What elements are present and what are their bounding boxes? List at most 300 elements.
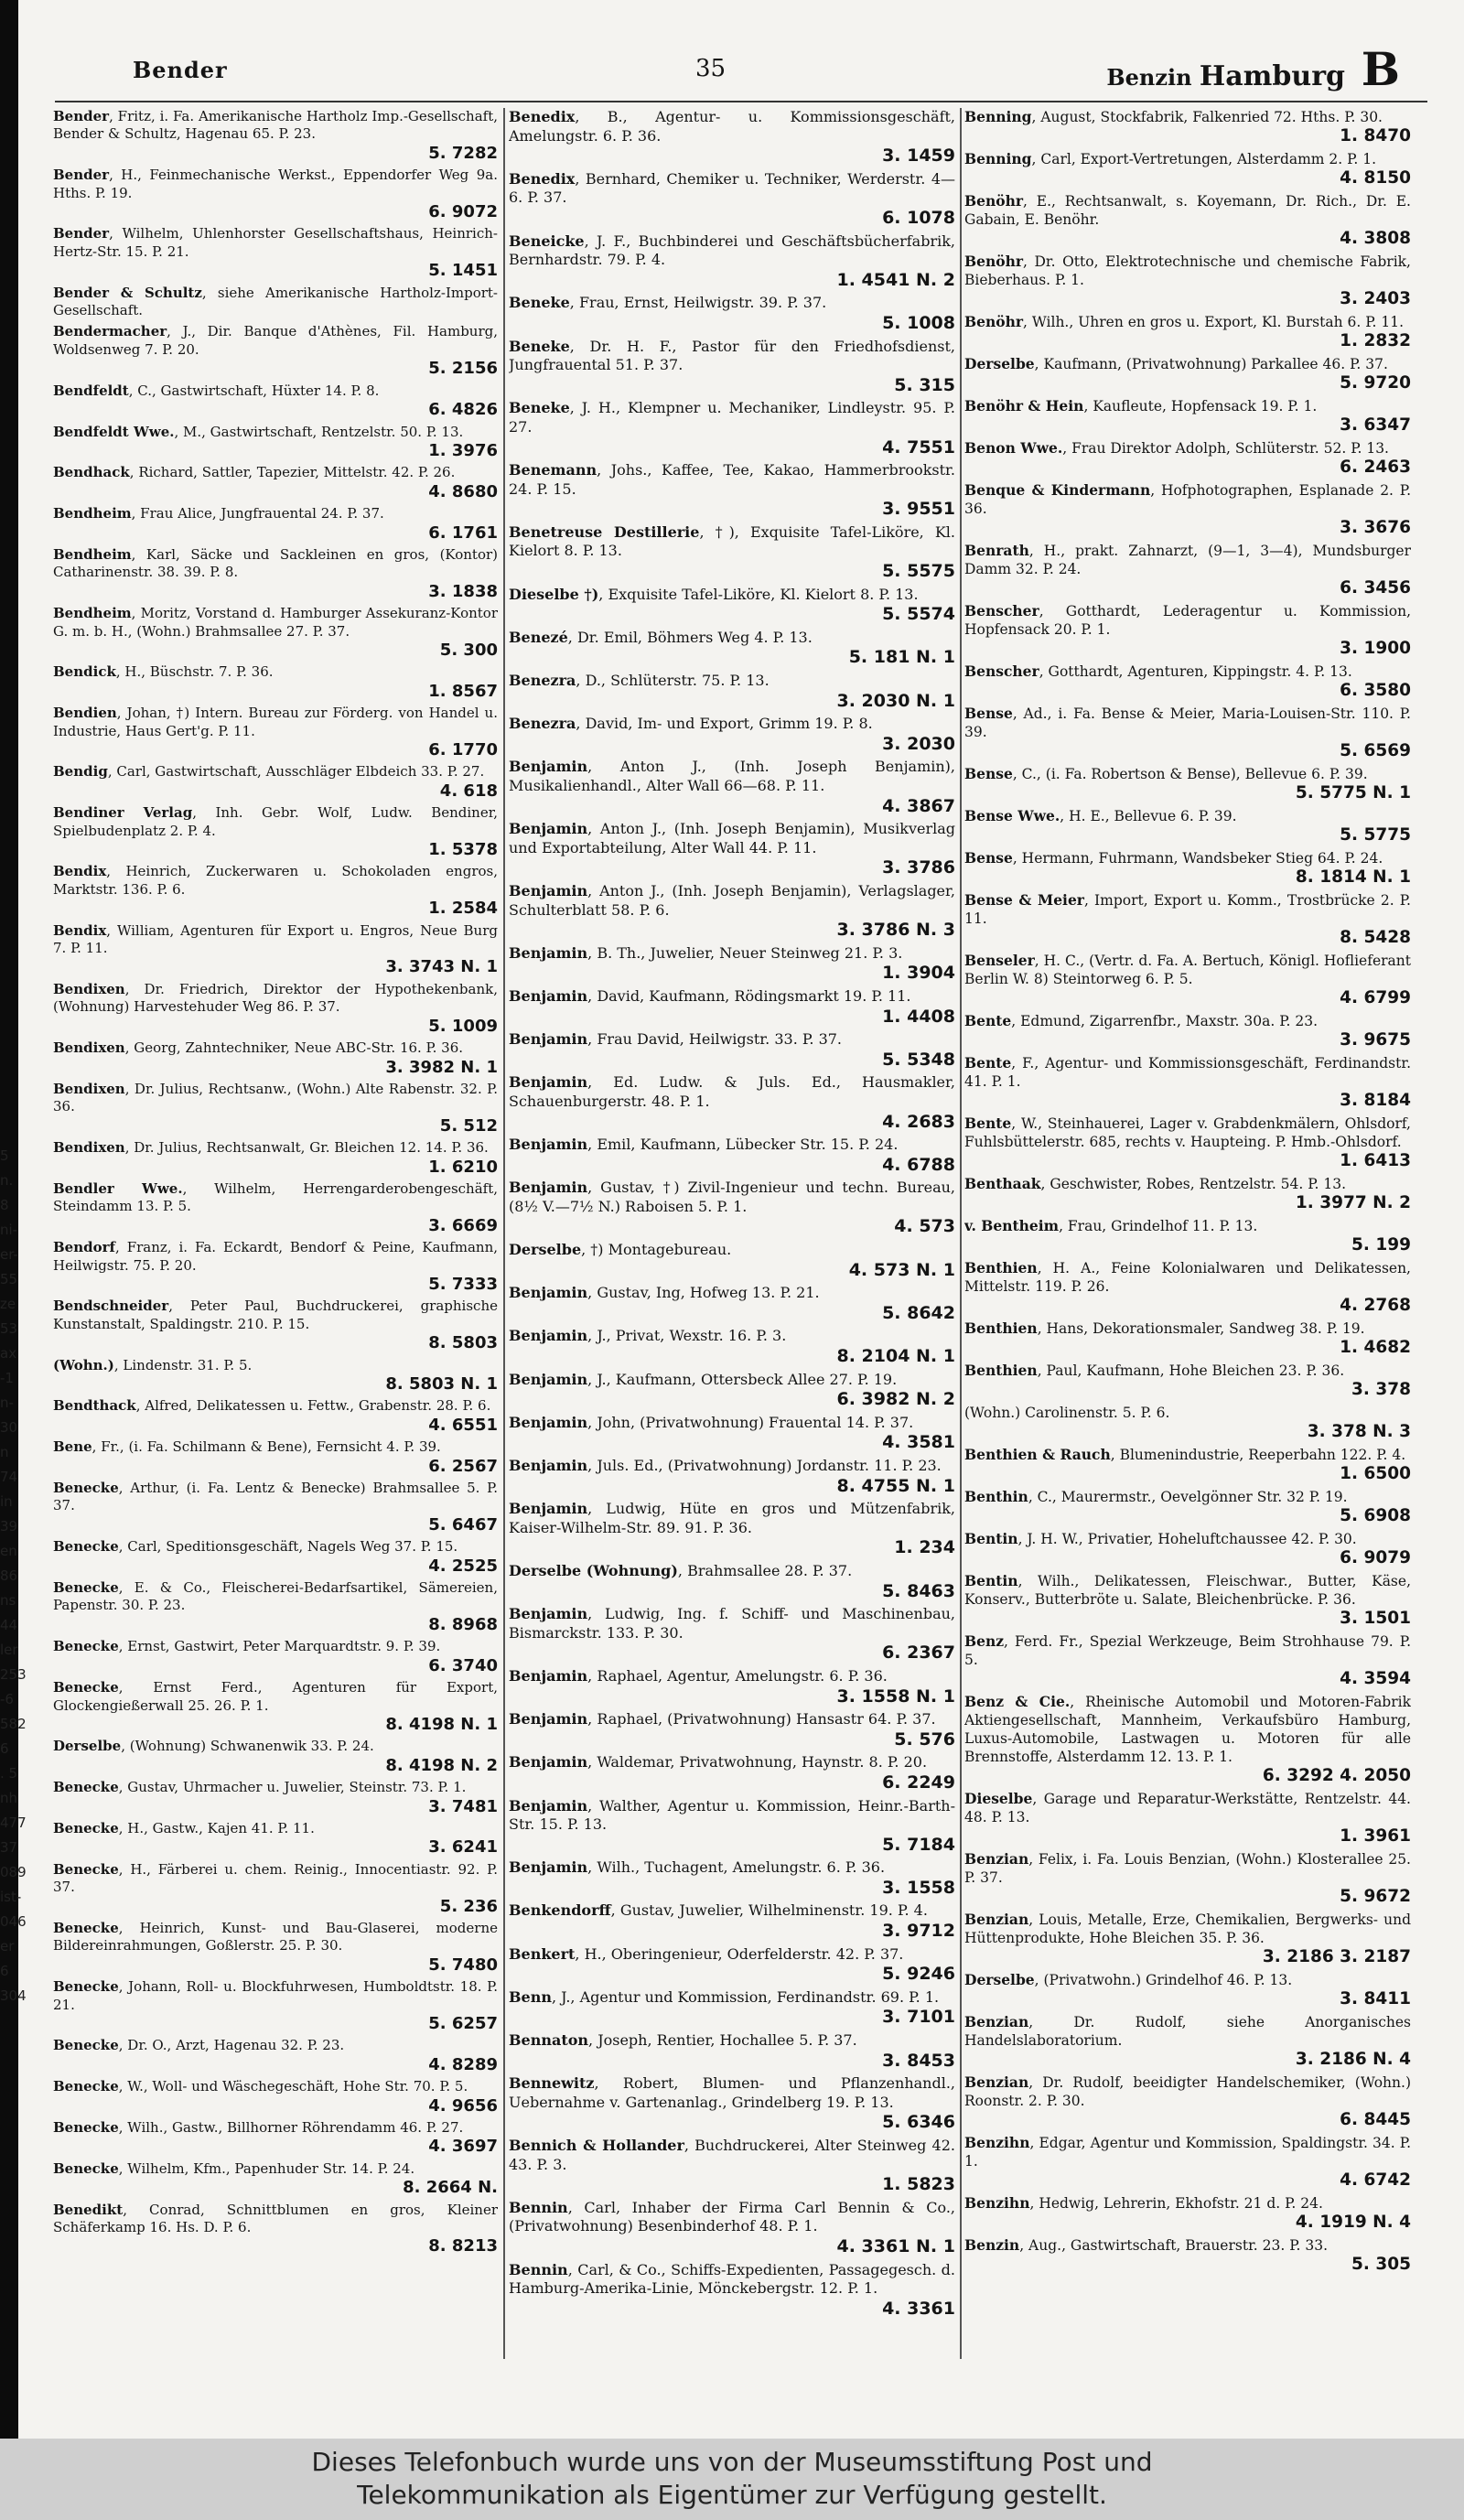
directory-entry (509, 1901, 955, 1941)
entry-text: Benezé, Dr. Emil, Böhmers Weg 4. P. 13. (509, 628, 813, 646)
entry-phone: 6. 2567 (428, 1456, 498, 1476)
header-rule (55, 101, 1427, 102)
entry-text: Benedix, B., Agentur- u. Kommissionsgeschäft, Amelungstr. 6. P. 36. (509, 108, 955, 145)
margin-fragment: er- (0, 1246, 18, 1263)
entry-phone: 1. 3904 (882, 963, 955, 984)
directory-entry (509, 1284, 955, 1323)
entry-text: Benkendorff, Gustav, Juwelier, Wilhelminenstr. 19. P. 4. (509, 1901, 928, 1920)
entry-text: Bendfeldt Wwe., M., Gastwirtschaft, Rentzelstr. 50. P. 13. (53, 423, 464, 440)
entry-phone: 3. 1838 (428, 581, 498, 601)
entry-phone: 5. 5574 (882, 604, 955, 625)
entry-text: Bendheim, Moritz, Vorstand d. Hamburger Assekuranz-Kontor G. m. b. H., (Wohn.) Brahmsallee 27. P. 37. (53, 605, 498, 640)
entry-phone: 8. 4198 N. 1 (385, 1714, 498, 1734)
entry-text: Bendix, William, Agenturen für Export u. Engros, Neue Burg 7. P. 11. (53, 921, 498, 957)
entry-text: Bender & Schultz, siehe Amerikanische Hartholz-Import-Gesellschaft. (53, 284, 498, 319)
entry-text: Benjamin, B. Th., Juwelier, Neuer Steinweg 21. P. 3. (509, 943, 903, 962)
directory-entry (53, 1579, 498, 1634)
directory-entry (509, 1797, 955, 1856)
directory-entry (509, 2031, 955, 2071)
directory-entry (964, 397, 1411, 436)
directory-entry (509, 1945, 955, 1985)
entry-text: Benjamin, J., Privat, Wexstr. 16. P. 3. (509, 1327, 787, 1345)
entry-phone: 5. 1009 (428, 1016, 498, 1036)
entry-text: Bente, Edmund, Zigarrenfbr., Maxstr. 30a. P. 23. (964, 1012, 1319, 1029)
directory-entry (964, 662, 1411, 701)
directory-entry (53, 1397, 498, 1435)
entry-phone: 1. 6210 (428, 1157, 498, 1177)
directory-entry (964, 481, 1411, 538)
entry-text: Bender, Fritz, i. Fa. Amerikanische Hartholz Imp.-Gesellschaft, Bender & Schultz, Hagenau 65. P. 23. (53, 108, 498, 143)
entry-phone: 1. 6413 (1340, 1151, 1411, 1170)
directory-entry (53, 1480, 498, 1535)
directory-entry (509, 1858, 955, 1898)
entry-phone: 3. 378 (1351, 1380, 1411, 1399)
directory-entry (509, 108, 955, 167)
directory-entry (964, 1259, 1411, 1316)
entry-phone: 5. 5775 (1340, 825, 1411, 845)
directory-entry (964, 1362, 1411, 1400)
entry-phone: 1. 5823 (882, 2174, 955, 2195)
directory-entry (964, 891, 1411, 948)
directory-entry (509, 1753, 955, 1793)
entry-phone: 3. 9712 (882, 1921, 955, 1942)
entry-text: Bente, F., Agentur- und Kommissionsgeschäft, Ferdinandstr. 41. P. 1. (964, 1054, 1411, 1090)
directory-entry (509, 1605, 955, 1664)
entry-phone: 1. 4408 (882, 1006, 955, 1027)
entry-phone: 1. 8567 (428, 681, 498, 701)
entry-text: Benöhr, Dr. Otto, Elektrotechnische und chemische Fabrik, Bieberhaus. P. 1. (964, 253, 1411, 288)
entry-phone: 3. 1558 (882, 1877, 955, 1898)
entry-text: Benjamin, John, (Privatwohnung) Frauental 14. P. 37. (509, 1413, 914, 1431)
entry-text: Benzian, Dr. Rudolf, beeidigter Handelschemiker, (Wohn.) Roonstr. 2. P. 30. (964, 2073, 1411, 2109)
entry-text: Beneke, J. H., Klempner u. Mechaniker, Lindleystr. 95. P. 27. (509, 399, 955, 436)
margin-fragment: 39 (0, 1518, 18, 1535)
entry-phone: 8. 5803 (428, 1333, 498, 1353)
entry-text: Benning, August, Stockfabrik, Falkenried 72. Hths. P. 30. (964, 108, 1383, 125)
margin-fragment: 53 (0, 1320, 18, 1337)
entry-text: Benjamin, Raphael, (Privatwohnung) Hansastr 64. P. 37. (509, 1710, 936, 1728)
entry-phone: 1. 8470 (1340, 126, 1411, 145)
directory-entry (964, 1632, 1411, 1689)
column-2 (509, 108, 955, 2359)
entry-text: Bendorf, Franz, i. Fa. Eckardt, Bendorf & Peine, Kaufmann, Heilwigstr. 75. P. 20. (53, 1239, 498, 1274)
entry-text: Benzihn, Hedwig, Lehrerin, Ekhofstr. 21 d. P. 24. (964, 2194, 1323, 2212)
entry-phone: 3. 3786 (882, 857, 955, 878)
entry-text: Benthien, Hans, Dekorationsmaler, Sandweg 38. P. 19. (964, 1319, 1365, 1337)
margin-fragment: ns (0, 1592, 16, 1609)
directory-entry (509, 1136, 955, 1175)
entry-text: Bendixen, Dr. Julius, Rechtsanw., (Wohn.) Alte Rabenstr. 32. P. 36. (53, 1080, 498, 1115)
entry-phone: 6. 9079 (1340, 1548, 1411, 1567)
margin-fragment: . 5 (0, 1765, 18, 1782)
entry-phone: 5. 1008 (882, 312, 955, 333)
entry-text: Bense Wwe., H. E., Bellevue 6. P. 39. (964, 807, 1237, 824)
directory-entry (53, 1357, 498, 1395)
entry-text: Benecke, Wilh., Gastw., Billhorner Röhrendamm 46. P. 27. (53, 2119, 464, 2137)
directory-entry (964, 2194, 1411, 2233)
entry-phone: 3. 3676 (1340, 518, 1411, 537)
entry-text: Benjamin, Gustav, †) Zivil-Ingenieur und techn. Bureau, (8½ V.—7½ N.) Raboisen 5. P. 1. (509, 1179, 955, 1215)
directory-entry (964, 1175, 1411, 1213)
directory-entry (964, 1790, 1411, 1847)
directory-entry (53, 2160, 498, 2198)
entry-phone: 5. 9246 (882, 1964, 955, 1985)
entry-text: Benjamin, Waldemar, Privatwohnung, Haynstr. 8. P. 20. (509, 1753, 928, 1772)
directory-entry (509, 1667, 955, 1707)
entry-phone: 4. 6742 (1340, 2170, 1411, 2190)
entry-text: Bennin, Carl, & Co., Schiffs-Expedienten, Passagegesch. d. Hamburg-Amerika-Linie, Mönckebergstr. 12. P. 1. (509, 2260, 955, 2298)
entry-text: Benedix, Bernhard, Chemiker u. Techniker, Werderstr. 4—6. P. 37. (509, 169, 955, 207)
directory-entry (509, 586, 955, 625)
directory-entry (964, 108, 1411, 146)
entry-text: Bendfeldt, C., Gastwirtschaft, Hüxter 14. P. 8. (53, 382, 380, 399)
entry-phone: 8. 4198 N. 2 (385, 1755, 498, 1775)
entry-text: Benjamin, Walther, Agentur u. Kommission, Heinr.-Barth-Str. 15. P. 13. (509, 1796, 955, 1834)
directory-entry (53, 981, 498, 1036)
entry-text: Derselbe (Wohnung), Brahmsallee 28. P. 37. (509, 1561, 853, 1579)
margin-fragment: ni- (0, 1222, 18, 1238)
directory-entry (53, 505, 498, 543)
entry-phone: 3. 2030 (882, 733, 955, 754)
directory-entry (509, 1500, 955, 1558)
directory-entry (53, 1538, 498, 1576)
directory-entry (53, 705, 498, 759)
entry-text: Benz, Ferd. Fr., Spezial Werkzeuge, Beim Strohhause 79. P. 5. (964, 1632, 1411, 1668)
entry-phone: 3. 3982 N. 1 (385, 1057, 498, 1077)
header-last-entry: Benzin Hamburg (1106, 60, 1345, 92)
directory-entry (964, 807, 1411, 845)
page-header (37, 37, 1427, 101)
entry-phone: 3. 8411 (1340, 1989, 1411, 2008)
entry-phone: 4. 1919 N. 4 (1295, 2213, 1411, 2232)
directory-entry (53, 804, 498, 859)
directory-entry (509, 882, 955, 941)
directory-entry (964, 439, 1411, 478)
entry-text: Beneke, Dr. H. F., Pastor für den Friedhofsdienst, Jungfrauental 51. P. 37. (509, 337, 955, 374)
margin-fragment: 046 (0, 1913, 27, 1930)
entry-text: Bendick, H., Büschstr. 7. P. 36. (53, 663, 274, 681)
entry-phone: 3. 2030 N. 1 (836, 690, 955, 711)
margin-fragment: 86 (0, 1567, 18, 1584)
directory-entry (53, 2037, 498, 2074)
entry-text: Bense & Meier, Import, Export u. Komm., Trostbrücke 2. P. 11. (964, 891, 1411, 927)
entry-text: Benecke, E. & Co., Fleischerei-Bedarfsartikel, Sämereien, Papenstr. 30. P. 23. (53, 1579, 498, 1614)
margin-fragment: 477 (0, 1815, 27, 1831)
entry-text: Bendix, Heinrich, Zuckerwaren u. Schokoladen engros, Marktstr. 136. P. 6. (53, 863, 498, 898)
entry-phone: 3. 7481 (428, 1796, 498, 1816)
entry-phone: 5. 576 (894, 1728, 955, 1750)
directory-entry (964, 1404, 1411, 1442)
directory-entry (509, 2261, 955, 2320)
entry-phone: 5. 5775 N. 1 (1295, 783, 1411, 802)
entry-text: Bendixen, Dr. Friedrich, Direktor der Hypothekenbank, (Wohnung) Harvestehuder Weg 86. P. 37. (53, 980, 498, 1016)
entry-text: Benjamin, Anton J., (Inh. Joseph Benjamin), Verlagslager, Schulterblatt 58. P. 6. (509, 881, 955, 919)
margin-fragment: 089 (0, 1864, 27, 1880)
entry-phone: 3. 1558 N. 1 (836, 1685, 955, 1707)
entry-phone: 1. 3976 (428, 440, 498, 460)
directory-entry (53, 546, 498, 601)
entry-phone: 3. 9551 (882, 499, 955, 520)
entry-text: Benecke, Wilhelm, Kfm., Papenhuder Str. 14. P. 24. (53, 2159, 415, 2177)
entry-phone: 5. 6257 (428, 2014, 498, 2033)
directory-entry (53, 424, 498, 461)
entry-phone: 6. 3982 N. 2 (836, 1389, 955, 1410)
entry-text: Benthien, H. A., Feine Kolonialwaren und Delikatessen, Mittelstr. 119. P. 26. (964, 1259, 1411, 1295)
margin-fragment: 8 (0, 1197, 9, 1213)
entry-text: Bene, Fr., (i. Fa. Schilmann & Bene), Fernsicht 4. P. 39. (53, 1438, 441, 1456)
entry-text: Benthien & Rauch, Blumenindustrie, Reeperbahn 122. P. 4. (964, 1446, 1406, 1463)
entry-phone: 6. 2463 (1340, 458, 1411, 477)
directory-entry (53, 1861, 498, 1916)
entry-text: Benecke, Johann, Roll- u. Blockfuhrwesen, Humboldtstr. 18. P. 21. (53, 1978, 498, 2013)
entry-phone: 5. 8642 (882, 1302, 955, 1323)
entry-text: Bendixen, Georg, Zahntechniker, Neue ABC-Str. 16. P. 36. (53, 1039, 464, 1057)
entry-phone: 4. 9656 (428, 2095, 498, 2116)
entry-text: Benöhr, Wilh., Uhren en gros u. Export, Kl. Burstah 6. P. 11. (964, 313, 1405, 330)
entry-phone: 6. 8445 (1340, 2110, 1411, 2129)
directory-entry (964, 150, 1411, 188)
entry-phone: 5. 7282 (428, 143, 498, 163)
directory-entry (53, 2078, 498, 2116)
entry-text: Bense, Hermann, Fuhrmann, Wandsbeker Stieg 64. P. 24. (964, 849, 1383, 867)
entry-text: Benecke, Carl, Speditionsgeschäft, Nagels Weg 37. P. 15. (53, 1538, 458, 1556)
entry-text: Benrath, H., prakt. Zahnarzt, (9—1, 3—4), Mundsburger Damm 32. P. 24. (964, 542, 1411, 577)
entry-phone: 3. 1900 (1340, 639, 1411, 658)
entry-phone: 3. 8184 (1340, 1091, 1411, 1110)
directory-entry (509, 232, 955, 291)
directory-entry (964, 1850, 1411, 1907)
directory-entry (53, 382, 498, 420)
entry-phone: 5. 7333 (428, 1274, 498, 1294)
entry-phone: 4. 2768 (1340, 1296, 1411, 1315)
margin-fragment: ze (0, 1296, 16, 1312)
entry-text: Benzian, Louis, Metalle, Erze, Chemikalien, Bergwerks- und Hüttenprodukte, Hohe Bleichen 35. P. 36. (964, 1911, 1411, 1946)
entry-text: Benjamin, Raphael, Agentur, Amelungstr. 6. P. 36. (509, 1666, 888, 1685)
entry-phone: 5. 9672 (1340, 1887, 1411, 1906)
directory-entry (53, 1920, 498, 1975)
directory-entry (509, 672, 955, 711)
directory-entry (509, 294, 955, 333)
entry-phone: 5. 1451 (428, 261, 498, 281)
entry-text: Bennich & Hollander, Buchdruckerei, Alter Steinweg 42. 43. P. 3. (509, 2137, 955, 2173)
directory-entry (964, 2073, 1411, 2130)
entry-text: Benecke, Gustav, Uhrmacher u. Juwelier, Steinstr. 73. P. 1. (53, 1779, 467, 1796)
entry-text: Bendthack, Alfred, Delikatessen u. Fettw., Grabenstr. 28. P. 6. (53, 1397, 491, 1415)
column-divider (503, 108, 505, 2359)
entry-phone: 6. 4826 (428, 400, 498, 420)
directory-entry (53, 1779, 498, 1816)
directory-entry (53, 1298, 498, 1352)
entry-phone: 3. 8453 (882, 2050, 955, 2071)
entry-text: Bendheim, Karl, Säcke und Sackleinen en gros, (Kontor) Catharinenstr. 38. 39. P. 8. (53, 545, 498, 581)
directory-entry (509, 1371, 955, 1410)
directory-entry (964, 253, 1411, 309)
entry-phone: 4. 618 (439, 781, 498, 801)
entry-phone: 8. 5803 N. 1 (385, 1374, 498, 1394)
margin-fragment: in (0, 1493, 13, 1510)
directory-entry (509, 2137, 955, 2195)
entry-text: Bendermacher, J., Dir. Banque d'Athènes, Fil. Hamburg, Woldsenweg 7. P. 20. (53, 323, 498, 358)
entry-phone: 3. 378 N. 3 (1307, 1422, 1411, 1441)
entry-text: Benthaak, Geschwister, Robes, Rentzelstr. 54. P. 13. (964, 1175, 1347, 1192)
directory-entry (964, 1488, 1411, 1526)
entry-text: Dieselbe, Garage und Reparatur-Werkstätte, Rentzelstr. 44. 48. P. 13. (964, 1790, 1411, 1825)
column-3 (964, 108, 1411, 2359)
directory-entry (53, 2202, 498, 2256)
entry-phone: 4. 3581 (882, 1432, 955, 1453)
directory-entry (964, 1911, 1411, 1967)
entry-text: Bendien, Johan, †) Intern. Bureau zur Förderg. von Handel u. Industrie, Haus Gert'g. P. 11. (53, 705, 498, 739)
directory-entry (53, 464, 498, 501)
entry-phone: 4. 3361 N. 1 (836, 2235, 955, 2256)
margin-fragment: -6 (0, 1691, 14, 1707)
directory-entry (509, 987, 955, 1027)
entry-phone: 3. 9675 (1340, 1030, 1411, 1050)
entry-phone: 5. 5348 (882, 1049, 955, 1070)
directory-entry (964, 2236, 1411, 2275)
margin-fragment: 582 (0, 1716, 27, 1732)
margin-fragment: en (0, 1543, 17, 1559)
entry-text: Benjamin, Juls. Ed., (Privatwohnung) Jordanstr. 11. P. 23. (509, 1457, 942, 1474)
entry-text: Benjamin, Frau David, Heilwigstr. 33. P. 37. (509, 1030, 843, 1049)
directory-entry (509, 1241, 955, 1280)
entry-text: Derselbe, †) Montagebureau. (509, 1241, 732, 1259)
entry-text: Benemann, Johs., Kaffee, Tee, Kakao, Hammerbrookstr. 24. P. 15. (509, 461, 955, 498)
entry-text: Bendler Wwe., Wilhelm, Herrengarderobengeschäft, Steindamm 13. P. 5. (53, 1179, 498, 1215)
entry-text: Benkert, H., Oberingenieur, Oderfelderstr. 42. P. 37. (509, 1944, 904, 1963)
footer-line-2: Telekommunikation als Eigentümer zur Verfügung gestellt. (357, 2480, 1107, 2510)
entry-phone: 8. 2664 N. (403, 2178, 498, 2198)
entry-text: Benthien, Paul, Kaufmann, Hohe Bleichen 23. P. 36. (964, 1362, 1345, 1379)
margin-fragment: 30 (0, 1419, 18, 1436)
entry-phone: 4. 573 (894, 1216, 955, 1237)
directory-entry (509, 1179, 955, 1237)
entry-phone: 6. 1770 (428, 740, 498, 759)
entry-text: Benning, Carl, Export-Vertretungen, Alsterdamm 2. P. 1. (964, 150, 1377, 167)
entry-text: Benecke, H., Gastw., Kajen 41. P. 11. (53, 1819, 315, 1836)
entry-text: Benecke, Arthur, (i. Fa. Lentz & Benecke) Brahmsallee 5. P. 37. (53, 1480, 498, 1514)
entry-text: Benon Wwe., Frau Direktor Adolph, Schlüterstr. 52. P. 13. (964, 439, 1389, 457)
directory-entry (509, 1030, 955, 1070)
margin-fragment: n (0, 1444, 9, 1460)
margin-fragment: 37 (0, 1839, 18, 1856)
entry-phone: 5. 300 (439, 640, 498, 660)
entry-text: Benecke, Dr. O., Arzt, Hagenau 32. P. 23. (53, 2037, 345, 2054)
entry-text: Benzihn, Edgar, Agentur und Kommission, Spaldingstr. 34. P. 1. (964, 2134, 1411, 2170)
entry-text: Benzian, Dr. Rudolf, siehe Anorganisches Handelslaboratorium. (964, 2013, 1411, 2049)
margin-fragment: ax (0, 1345, 17, 1362)
column-1 (53, 108, 498, 2359)
entry-phone: 6. 3580 (1340, 681, 1411, 700)
entry-text: (Wohn.), Lindenstr. 31. P. 5. (53, 1356, 253, 1373)
entry-phone: 3. 1501 (1340, 1609, 1411, 1628)
entry-text: Beneke, Frau, Ernst, Heilwigstr. 39. P. 37. (509, 294, 827, 312)
entry-text: Benecke, Ernst, Gastwirt, Peter Marquardtstr. 9. P. 39. (53, 1638, 441, 1655)
entry-text: Bennaton, Joseph, Rentier, Hochallee 5. P. 37. (509, 2031, 857, 2050)
left-margin-fragments (0, 1144, 27, 2008)
directory-entry (964, 1446, 1411, 1484)
margin-fragment: 253 (0, 1666, 27, 1683)
entry-text: Dieselbe †), Exquisite Tafel-Liköre, Kl. Kielort 8. P. 13. (509, 585, 919, 603)
directory-entry (964, 2013, 1411, 2070)
entry-text: Bender, H., Feinmechanische Werkst., Eppendorfer Weg 9a. Hths. P. 19. (53, 167, 498, 201)
entry-phone: 6. 1078 (882, 207, 955, 228)
entry-text: Benjamin, Ed. Ludw. & Juls. Ed., Hausmakler, Schauenburgerstr. 48. P. 1. (509, 1073, 955, 1110)
entry-phone: 5. 5575 (882, 561, 955, 582)
entry-phone: 5. 512 (439, 1115, 498, 1136)
entry-phone: 1. 2832 (1340, 331, 1411, 350)
directory-entry (53, 663, 498, 701)
directory-entry (509, 820, 955, 878)
entry-text: Benjamin, Ludwig, Hüte en gros und Mützenfabrik, Kaiser-Wilhelm-Str. 89. 91. P. 36. (509, 1500, 955, 1536)
directory-entry (509, 461, 955, 520)
entry-text: Benscher, Gotthardt, Lederagentur u. Kommission, Hopfensack 20. P. 1. (964, 602, 1411, 638)
entry-phone: 4. 2683 (882, 1111, 955, 1132)
directory-entry (509, 1710, 955, 1750)
directory-entry (53, 1738, 498, 1775)
entry-phone: 8. 2104 N. 1 (836, 1346, 955, 1367)
entry-phone: 3. 2186 3. 2187 (1262, 1947, 1411, 1966)
entry-text: Benscher, Gotthardt, Agenturen, Kippingstr. 4. P. 13. (964, 662, 1352, 680)
entry-text: Benezra, D., Schlüterstr. 75. P. 13. (509, 672, 770, 690)
margin-fragment: n- (0, 1395, 14, 1411)
entry-phone: 3. 3786 N. 3 (836, 920, 955, 941)
footer-banner (0, 2439, 1464, 2520)
entry-phone: 4. 3867 (882, 795, 955, 816)
directory-entry (53, 1039, 498, 1077)
entry-text: Derselbe, (Privatwohn.) Grindelhof 46. P. 13. (964, 1971, 1293, 1988)
entry-text: Benzian, Felix, i. Fa. Louis Benzian, (Wohn.) Klosterallee 25. P. 37. (964, 1850, 1411, 1886)
entry-text: Benz & Cie., Rheinische Automobil und Motoren-Fabrik Aktiengesellschaft, Mannheim, Verkaufsbüro Hamburg, Luxus-Automobile, Lastwagen u. Motoren für alle Brennstoffe, Alsterdamm 12. 13. P. 1. (964, 1693, 1411, 1765)
margin-fragment: nh (0, 1790, 18, 1806)
entry-text: Bendixen, Dr. Julius, Rechtsanwalt, Gr. Bleichen 12. 14. P. 36. (53, 1139, 489, 1157)
entry-phone: 4. 6788 (882, 1154, 955, 1175)
entry-text: Bendig, Carl, Gastwirtschaft, Ausschläger Elbdeich 33. P. 27. (53, 763, 485, 781)
entry-text: (Wohn.) Carolinenstr. 5. P. 6. (964, 1405, 1170, 1421)
entry-phone: 1. 5378 (428, 840, 498, 860)
entry-phone: 1. 3977 N. 2 (1295, 1193, 1411, 1212)
entry-phone: 1. 6500 (1340, 1464, 1411, 1483)
directory-entry (509, 1414, 955, 1453)
entry-text: Bense, Ad., i. Fa. Bense & Meier, Maria-Louisen-Str. 110. P. 39. (964, 705, 1411, 740)
entry-text: Bendhack, Richard, Sattler, Tapezier, Mittelstr. 42. P. 26. (53, 464, 456, 481)
directory-entry (509, 629, 955, 668)
directory-entry (509, 758, 955, 816)
header-letter: B (1361, 42, 1400, 96)
entry-phone: 5. 6346 (882, 2112, 955, 2133)
entry-phone: 1. 2584 (428, 899, 498, 919)
margin-fragment: ist- (0, 1889, 22, 1905)
entry-phone: 3. 7101 (882, 2007, 955, 2028)
margin-fragment: n. (0, 1172, 14, 1189)
entry-text: Benjamin, Emil, Kaufmann, Lübecker Str. 15. P. 24. (509, 1136, 899, 1154)
entry-text: Bentin, Wilh., Delikatessen, Fleischwar., Butter, Käse, Konserv., Butterbröte u. Salate, Bleichenbrücke. P. 36. (964, 1572, 1411, 1608)
entry-text: Derselbe, Kaufmann, (Privatwohnung) Parkallee 46. P. 37. (964, 355, 1388, 372)
entry-phone: 1. 234 (894, 1537, 955, 1558)
directory-entry (509, 715, 955, 754)
directory-entry (53, 1820, 498, 1858)
entry-phone: 5. 2156 (428, 359, 498, 379)
margin-fragment: er 6 (0, 1938, 15, 1979)
entry-phone: 4. 3697 (428, 2137, 498, 2157)
entry-phone: 5. 315 (894, 374, 955, 395)
entry-phone: 5. 8463 (882, 1580, 955, 1601)
entry-text: Benseler, H. C., (Vertr. d. Fa. A. Bertuch, Königl. Hoflieferant Berlin W. 8) Steintorweg 6. P. 5. (964, 952, 1411, 987)
entry-text: v. Bentheim, Frau, Grindelhof 11. P. 13. (964, 1217, 1258, 1234)
margin-fragment: 304 (0, 1987, 27, 2004)
entry-text: Beneicke, J. F., Buchbinderei und Geschäftsbücherfabrik, Bernhardstr. 79. P. 4. (509, 232, 955, 269)
entry-text: Bente, W., Steinhauerei, Lager v. Grabdenkmälern, Ohlsdorf, Fuhlsbüttelerstr. 685, rechts v. Haupteing. P. Hmb.-Ohlsdorf. (964, 1115, 1411, 1150)
